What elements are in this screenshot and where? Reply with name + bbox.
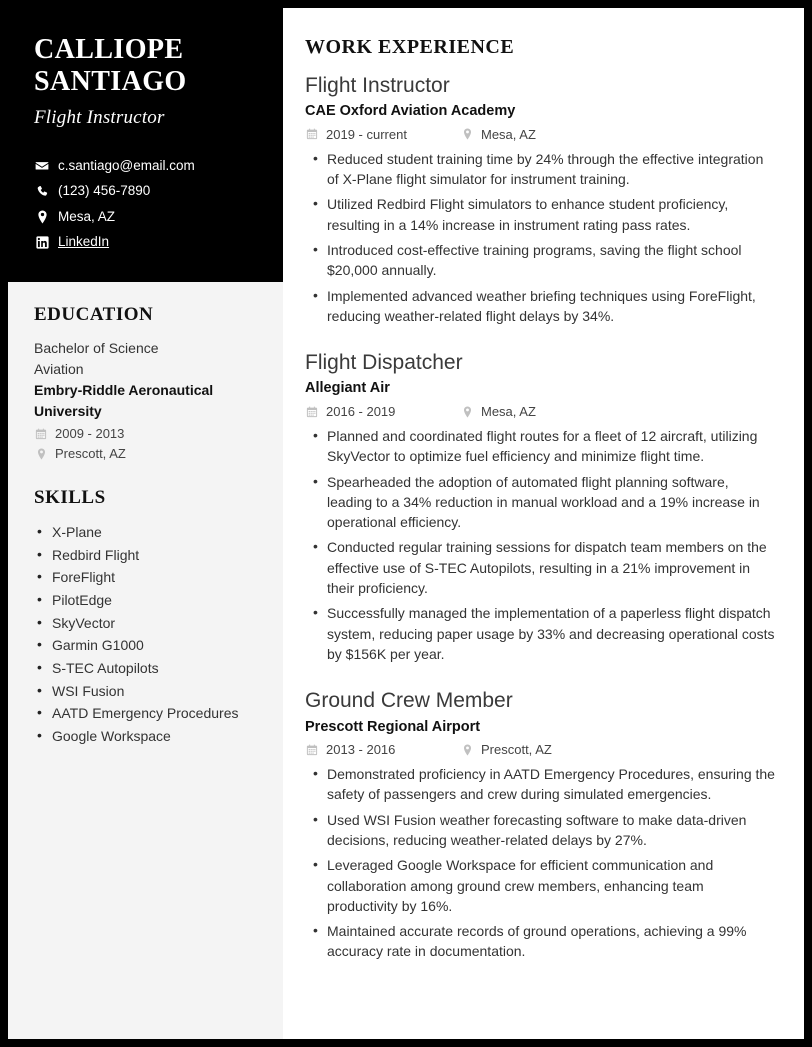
resume-paper [8, 8, 804, 1039]
job-dates [305, 404, 460, 419]
job-bullet: • Reduced student training time by 24% through the effective integration of X-Plane flight simulator for instrument training. [305, 149, 776, 190]
job-bullets [305, 426, 776, 664]
candidate-title: Flight Instructor [34, 107, 165, 129]
skill-item: • ForeFlight [34, 566, 257, 589]
candidate-name [34, 34, 257, 97]
skill-item: • AATD Emergency Procedures [34, 702, 257, 725]
job-location [460, 742, 552, 757]
job-bullet: • Leveraged Google Workspace for efficient communication and collaboration among ground crew members, enhancing team productivity by 16%. [305, 855, 776, 916]
job-location-text: Mesa, AZ [481, 404, 536, 419]
job-bullet: • Used WSI Fusion weather forecasting software to make data-driven decisions, reducing weather-related delays by 27%. [305, 810, 776, 851]
job-meta [305, 742, 776, 757]
location-pin-icon [34, 448, 48, 460]
job-bullet: • Implemented advanced weather briefing techniques using ForeFlight, reducing weather-related flight delays by 34%. [305, 286, 776, 327]
education-dates [34, 426, 257, 441]
candidate-name-line2: SANTIAGO [34, 65, 187, 97]
job-entry [305, 688, 776, 961]
main-column [283, 8, 804, 1039]
calendar-icon [305, 406, 319, 418]
contact-location-text: Mesa, AZ [58, 208, 116, 224]
contact-linkedin-text[interactable]: LinkedIn [58, 233, 110, 249]
skills-heading: SKILLS [34, 487, 106, 509]
job-list [305, 73, 776, 962]
job-entry [305, 350, 776, 664]
contact-email-text: c.santiago@email.com [58, 158, 195, 174]
linkedin-icon [34, 236, 50, 249]
job-bullet: • Conducted regular training sessions for dispatch team members on the effective use of S-TEC Autopilots, resulting in a 21% improvement in their proficiency. [305, 537, 776, 598]
envelope-icon [34, 159, 50, 173]
job-dates [305, 742, 460, 757]
skill-item: • Google Workspace [34, 725, 257, 748]
education-location-text: Prescott, AZ [55, 446, 126, 462]
job-role: Ground Crew Member [305, 689, 513, 713]
job-bullet: • Demonstrated proficiency in AATD Emergency Procedures, ensuring the safety of passengers and crew during simulated emergencies. [305, 764, 776, 805]
location-pin-icon [460, 128, 474, 140]
education-degree: Bachelor of Science [34, 340, 159, 356]
education-heading: EDUCATION [34, 304, 154, 325]
skills-list [34, 521, 257, 748]
education-school: Embry-Riddle Aeronautical University [34, 382, 214, 419]
location-pin-icon [460, 406, 474, 418]
contact-list [34, 157, 257, 251]
contact-linkedin[interactable] [34, 233, 257, 251]
skills-section [34, 487, 257, 748]
job-company: Allegiant Air [305, 380, 390, 397]
skill-item: • Redbird Flight [34, 544, 257, 567]
sidebar-body [8, 282, 283, 774]
job-bullets [305, 764, 776, 962]
job-role: Flight Instructor [305, 74, 450, 97]
skill-item: • WSI Fusion [34, 680, 257, 703]
job-company: CAE Oxford Aviation Academy [305, 103, 516, 120]
work-experience-heading: WORK EXPERIENCE [305, 36, 515, 58]
job-dates-text: 2019 - current [326, 126, 407, 142]
education-section [34, 304, 257, 461]
job-dates-text: 2013 - 2016 [326, 742, 396, 758]
job-role: Flight Dispatcher [305, 351, 463, 375]
sidebar-header [8, 8, 283, 282]
job-location [460, 404, 536, 419]
job-bullet: • Utilized Redbird Flight simulators to enhance student proficiency, resulting in a 14% increase in instrument rating pass rates. [305, 194, 776, 235]
location-pin-icon [34, 210, 50, 224]
job-dates [305, 127, 460, 142]
education-dates-text: 2009 - 2013 [55, 426, 125, 442]
contact-location [34, 208, 257, 226]
phone-icon [34, 185, 50, 199]
job-bullet: • Maintained accurate records of ground operations, achieving a 99% accuracy rate in documentation. [305, 921, 776, 962]
skill-item: • SkyVector [34, 612, 257, 635]
sidebar [8, 8, 283, 1039]
job-location-text: Mesa, AZ [481, 126, 536, 142]
job-entry [305, 73, 776, 326]
education-location [34, 446, 257, 461]
job-bullet: • Spearheaded the adoption of automated flight planning software, leading to a 34% reduction in manual workload and a 19% increase in operational efficiency. [305, 472, 776, 533]
job-bullet: • Successfully managed the implementation of a paperless flight dispatch system, reducing paper usage by 33% and decreasing operational costs by $156K per year. [305, 603, 776, 664]
job-bullet: • Introduced cost-effective training programs, saving the flight school $20,000 annually. [305, 240, 776, 281]
job-dates-text: 2016 - 2019 [326, 404, 396, 419]
skill-item: • PilotEdge [34, 589, 257, 612]
candidate-name-line1: CALLIOPE [34, 34, 184, 65]
job-company: Prescott Regional Airport [305, 718, 481, 735]
job-meta [305, 404, 776, 419]
skill-item: • Garmin G1000 [34, 634, 257, 657]
contact-email [34, 157, 257, 175]
skill-item: • S-TEC Autopilots [34, 657, 257, 680]
location-pin-icon [460, 744, 474, 756]
contact-phone [34, 182, 257, 200]
job-meta [305, 127, 776, 142]
calendar-icon [34, 428, 48, 440]
job-location-text: Prescott, AZ [481, 742, 552, 758]
job-bullets [305, 149, 776, 326]
calendar-icon [305, 744, 319, 756]
skill-item: • X-Plane [34, 521, 257, 544]
education-field: Aviation [34, 360, 84, 377]
calendar-icon [305, 128, 319, 140]
job-bullet: • Planned and coordinated flight routes for a fleet of 12 aircraft, utilizing SkyVector to optimize fuel efficiency and minimize flight time. [305, 426, 776, 467]
job-location [460, 127, 536, 142]
contact-phone-text: (123) 456-7890 [58, 183, 151, 199]
